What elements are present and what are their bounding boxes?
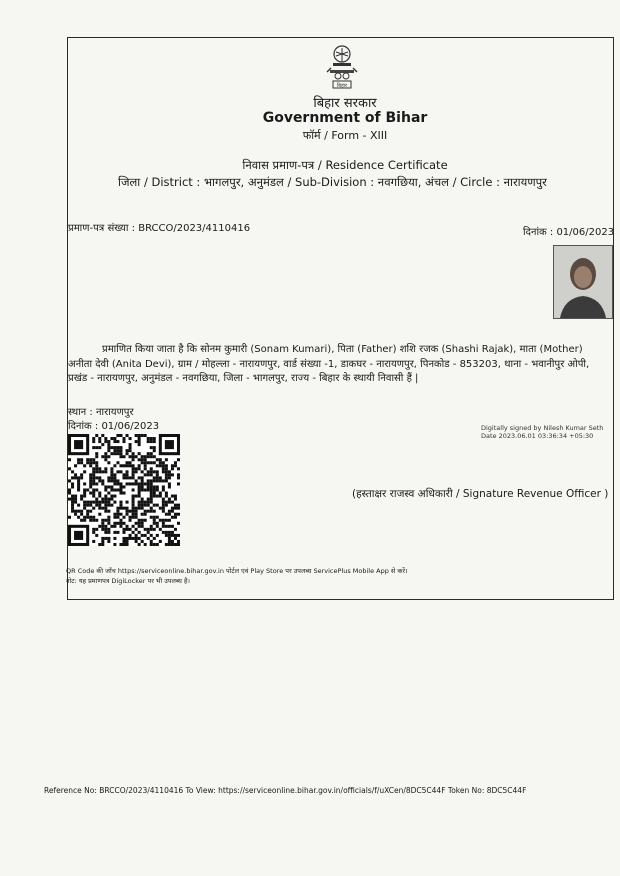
body-line-2: अनीता देवी (Anita Devi), ग्राम / मोहल्ला - नारायणपुर, वार्ड संख्या -1, डाकघर - नारायणपुर, पिनकोड - 853203, थाना - भवानीपुर ओपी, [68,358,590,370]
applicant-photo [553,245,613,319]
place: स्थान : नारायणपुर [68,407,134,418]
certificate-body [68,343,613,387]
body-line-1: प्रमाणित किया जाता है कि सोनम कुमारी (Sonam Kumari), पिता (Father) शशि रजक (Shashi Rajak), माता (Mother) [102,344,583,355]
signing-date: दिनांक : 01/06/2023 [68,421,160,432]
form-number: फॉर्म / Form - XIII [302,129,388,142]
signatory-label: (हस्ताक्षर राजस्व अधिकारी / Signature Revenue Officer ) [352,488,609,500]
qr-code[interactable] [68,434,180,546]
digital-signature-name: Digitally signed by Nilesh Kumar Seth [481,424,604,432]
reference-footer: Reference No: BRCCO/2023/4110416 To View: https://serviceonline.bihar.gov.in/officials/f/uXCen/8DC5C44F Token No: 8DC5C44F [44,786,527,795]
state-name-hindi: बिहार सरकार [313,96,377,111]
issue-date: दिनांक : 01/06/2023 [523,227,615,238]
certificate-number: प्रमाण-पत्र संख्या : BRCCO/2023/4110416 [68,223,251,234]
emblem-label: बिहार [336,83,348,89]
digilocker-note: नोट: यह प्रमाणपत्र DigiLocker पर भी उपलब्ध है। [66,577,190,585]
jurisdiction-line: जिला / District : भागलपुर, अनुमंडल / Sub-Division : नवगछिया, अंचल / Circle : नारायणपुर [118,175,547,189]
digital-signature [481,424,603,440]
certificate-title: निवास प्रमाण-पत्र / Residence Certificate [242,158,448,172]
body-line-3: प्रखंड - नारायणपुर, अनुमंडल - नवगछिया, जिला - भागलपुर, राज्य - बिहार के स्थायी निवासी हैं | [68,373,419,384]
digital-signature-date: Date 2023.06.01 03:36:34 +05:30 [481,432,594,440]
qr-verification-note: QR Code की जाँच https://serviceonline.bihar.gov.in पोर्टल एवं Play Store पर उपलब्ध ServicePlus Mobile App से करें। [66,567,408,575]
bihar-emblem-icon [318,42,366,90]
government-title: Government of Bihar [262,110,428,126]
